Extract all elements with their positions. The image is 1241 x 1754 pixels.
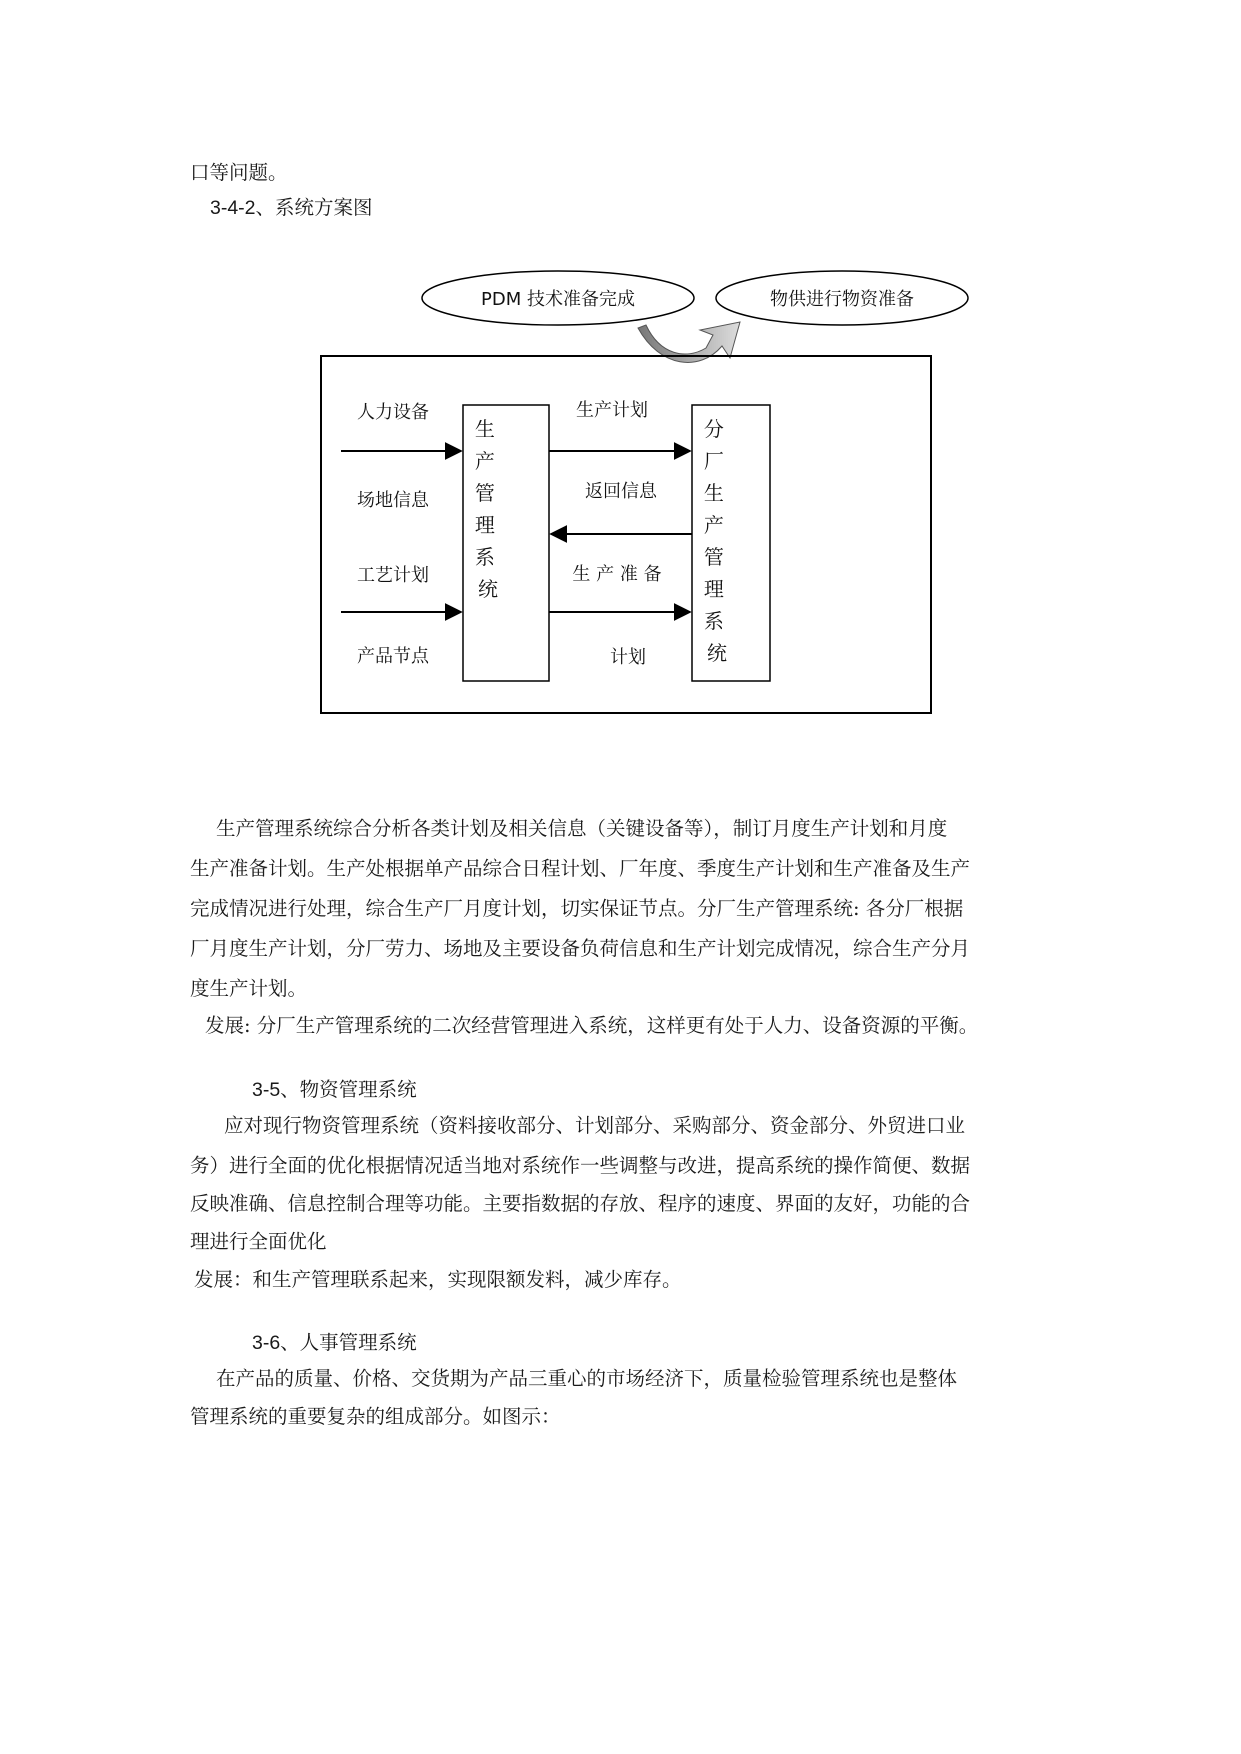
development-note-2: 发展：和生产管理联系起来，实现限额发料，减少库存。 (194, 1268, 682, 1291)
paragraph-3-line-1: 在产品的质量、价格、交货期为产品三重心的市场经济下，质量检验管理系统也是整体 (216, 1367, 958, 1390)
system-scheme-diagram (0, 0, 1241, 760)
production-management-box (463, 405, 549, 681)
paragraph-1-line-5: 度生产计划。 (190, 977, 308, 1000)
paragraph-1-line-1: 生产管理系统综合分析各类计划及相关信息（关键设备等），制订月度生产计划和月度 (216, 817, 948, 840)
input-label-process: 工艺计划 (357, 565, 429, 586)
flow-label-plan: 计划 (610, 647, 646, 668)
flow-label-production-prep: 生 产 准 备 (572, 564, 662, 585)
section-heading-3-5: 3-5、物资管理系统 (252, 1079, 417, 1101)
continued-text-fragment: 口等问题。 (190, 161, 288, 184)
production-management-label: 生 产 管 理 系 统 (474, 417, 498, 601)
paragraph-1-line-4: 厂月度生产计划，分厂劳力、场地及主要设备负荷信息和生产计划完成情况，综合生产分月 (190, 937, 971, 960)
flow-label-production-plan: 生产计划 (576, 400, 648, 421)
material-ellipse-label: 物供进行物资准备 (770, 289, 914, 310)
pdm-ellipse-label: PDM 技术准备完成 (481, 289, 635, 310)
section-heading-3-4-2: 3-4-2、系统方案图 (210, 197, 373, 219)
paragraph-1-line-3: 完成情况进行处理，综合生产厂月度计划，切实保证节点。分厂生产管理系统: 各分厂根据 (190, 897, 964, 920)
paragraph-1-line-2: 生产准备计划。生产处根据单产品综合日程计划、厂年度、季度生产计划和生产准备及生产 (190, 857, 971, 880)
paragraph-2-line-1: 应对现行物资管理系统（资料接收部分、计划部分、采购部分、资金部分、外贸进口业 (224, 1114, 966, 1137)
paragraph-3-line-2: 管理系统的重要复杂的组成部分。如图示： (190, 1405, 561, 1428)
input-label-manpower: 人力设备 (357, 402, 429, 423)
branch-production-management-label: 分 厂 生 产 管 理 系 统 (703, 417, 727, 665)
input-label-site: 场地信息 (357, 490, 429, 511)
paragraph-2-line-4: 理进行全面优化 (190, 1230, 327, 1253)
section-heading-3-6: 3-6、人事管理系统 (252, 1332, 417, 1354)
input-label-nodes: 产品节点 (357, 646, 429, 667)
paragraph-2-line-3: 反映准确、信息控制合理等功能。主要指数据的存放、程序的速度、界面的友好，功能的合 (190, 1192, 971, 1215)
branch-production-management-box (692, 405, 770, 681)
flow-label-return-info: 返回信息 (585, 481, 657, 502)
paragraph-2-line-2: 务）进行全面的优化根据情况适当地对系统作一些调整与改进，提高系统的操作简便、数据 (190, 1154, 971, 1177)
development-note-1: 发展: 分厂生产管理系统的二次经营管理进入系统，这样更有处于人力、设备资源的平衡。 (205, 1014, 979, 1037)
